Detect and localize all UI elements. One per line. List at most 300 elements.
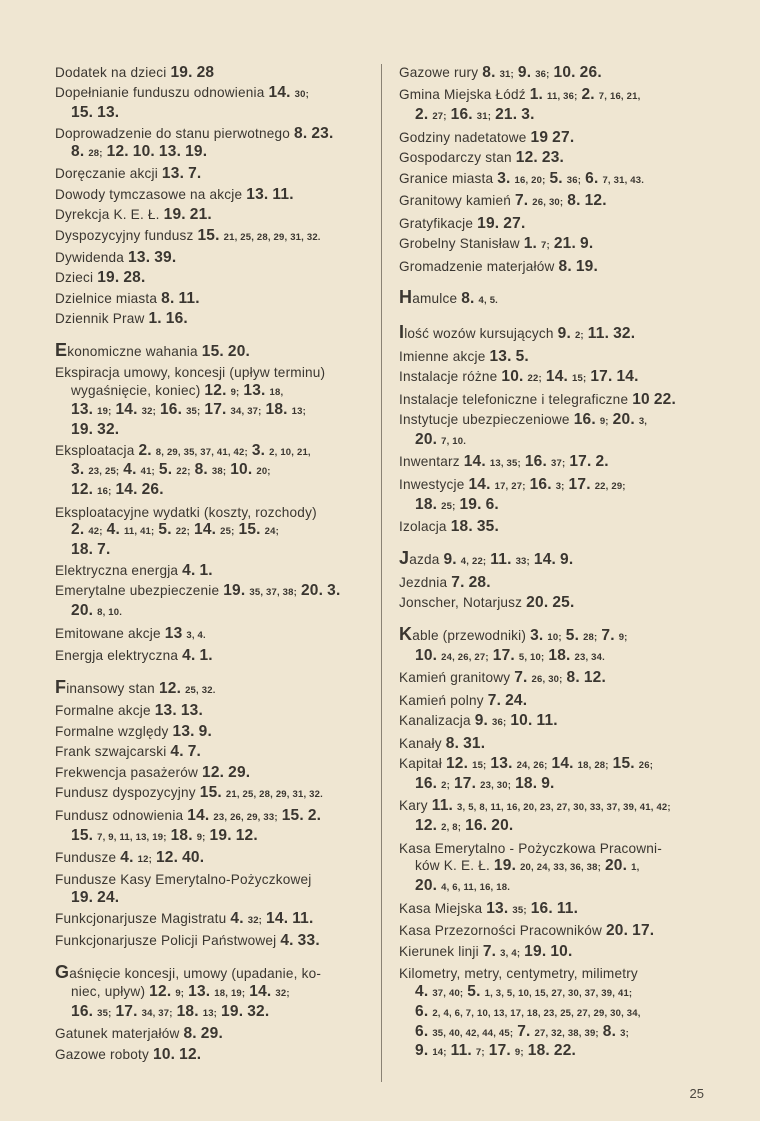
volume-number: 7. (514, 669, 528, 687)
page-refs: 7, 31, 43. (602, 174, 645, 186)
volume-number: 2. (581, 86, 595, 104)
volume-number: 18. (176, 1002, 199, 1020)
volume-number: 7. (188, 165, 202, 183)
volume-number: 4. (182, 647, 196, 664)
entry-term: Gazowe roboty (55, 1046, 150, 1062)
volume-number: 4. (230, 909, 244, 927)
volume-number: 12. (158, 679, 182, 697)
volume-number: 1. (529, 86, 544, 104)
entry-term-line (399, 349, 529, 364)
volume-number: 14. (266, 909, 289, 927)
volume-number: 12. (155, 848, 179, 866)
entry-term: Fundusz dyspozycyjny (55, 785, 196, 801)
volume-number: 21. (189, 206, 212, 224)
page-refs: 9; (618, 631, 628, 643)
section-initial: J (399, 548, 410, 569)
page-refs: 17, 27; (494, 480, 526, 492)
volume-number: 9. (517, 64, 532, 81)
index-entry (399, 170, 717, 190)
volume-number: 19. (493, 857, 517, 875)
page-refs: 14; (432, 1047, 447, 1059)
page-refs: 21, 25, 28, 29, 31, 32. (223, 231, 321, 243)
entry-term-line (399, 193, 607, 208)
volume-number: 11. (292, 909, 314, 927)
entry-term: niec, upływ) (71, 983, 146, 999)
entry-term-line (55, 676, 216, 697)
page-refs: 1, (631, 862, 640, 874)
entry-continuation-line (55, 481, 373, 501)
volume-number: 19. (221, 1002, 244, 1020)
entry-term: Dowody tymczasowe na akcje (55, 186, 243, 202)
volume-number: 18. (71, 541, 94, 559)
entry-term-line (399, 798, 671, 813)
volume-number: 7. (514, 192, 529, 210)
volume-number: 19. (459, 495, 482, 513)
volume-number: 23. (541, 149, 565, 167)
column-divider (381, 64, 382, 1082)
index-entry (399, 476, 717, 516)
page-refs: 3, (638, 416, 648, 428)
index-column-left (55, 64, 373, 1066)
volume-number: 11. (536, 712, 558, 730)
entry-term: Dzieci (55, 270, 94, 286)
page-refs: 3, 4; (500, 947, 521, 959)
volume-number: 13. (71, 401, 94, 419)
entry-term-line (55, 808, 321, 823)
entry-term-line (55, 962, 322, 983)
section-initial: E (55, 340, 68, 361)
index-entry (399, 840, 717, 897)
page-refs: 8, 29, 35, 37, 41, 42; (155, 446, 248, 458)
volume-number: 9. (580, 235, 594, 253)
index-entry (399, 574, 717, 592)
volume-number: 39. (154, 248, 177, 266)
volume-number: 12. (71, 481, 94, 499)
index-entry (55, 702, 373, 720)
index-entry (399, 258, 717, 276)
entry-term: Ilość wozów kursujących (399, 322, 554, 343)
volume-number: 13. (161, 165, 185, 183)
page-refs: 18, 28; (577, 760, 609, 772)
index-entry (55, 227, 373, 247)
volume-number: 7. (187, 743, 202, 761)
page-refs: 22; (527, 373, 542, 385)
page-refs: 35, 40, 42, 44, 45; (432, 1027, 514, 1039)
index-entry (55, 784, 373, 804)
volume-number: 13. (489, 347, 512, 365)
page-refs: 4, 5. (478, 295, 499, 307)
entry-term: Eksploatacja (55, 442, 135, 458)
entry-continuation-line (55, 541, 373, 559)
volume-number: 9. (474, 712, 489, 730)
volume-number: 20. (227, 343, 251, 361)
index-entry (399, 623, 717, 667)
volume-number: 17. (569, 453, 592, 471)
index-entry (55, 1046, 373, 1064)
entry-term: Gazowe rury (399, 65, 479, 80)
volume-number: 11. (431, 797, 454, 815)
entry-continuation-line (55, 382, 373, 402)
entry-term-line (399, 623, 628, 644)
volume-number: 7. (482, 942, 497, 960)
entry-term-line (399, 944, 572, 959)
page-refs: 22, 29; (594, 480, 626, 492)
page-refs: 7, 16, 21, (598, 91, 641, 103)
page-refs: 32; (247, 914, 263, 926)
volume-number: 8. (445, 734, 460, 752)
entry-term-line (399, 369, 639, 384)
entry-term-line (399, 923, 654, 938)
volume-number: 14. (533, 551, 557, 569)
entry-term: Kanały (399, 735, 442, 751)
index-entry (55, 64, 373, 82)
volume-number: 19. (97, 269, 120, 287)
volume-number: 12. (584, 192, 607, 210)
index-entry (55, 186, 373, 204)
index-entry (55, 290, 373, 308)
page-refs: 9; (599, 416, 609, 428)
page-refs: 24, 26, 27; (441, 651, 489, 663)
volume-number: 15. (71, 826, 94, 844)
entry-term-line (399, 841, 662, 856)
volume-number: 17. (488, 1042, 511, 1060)
index-entry (55, 582, 373, 622)
volume-number: 9. (541, 774, 555, 792)
volume-number: 10. (132, 142, 155, 160)
volume-number: 20. (71, 602, 94, 620)
entry-term-line (399, 756, 653, 771)
volume-number: 8. (294, 124, 308, 142)
entry-term-line (399, 477, 626, 492)
page-refs: 7; (541, 240, 550, 252)
entry-term: Granitowy kamień (399, 193, 511, 209)
entry-term: Dopełnianie funduszu odnowienia (55, 85, 265, 101)
volume-number: 20. (605, 922, 629, 940)
page-refs: 9; (196, 831, 206, 843)
entry-term: Dziennik Praw (55, 311, 145, 327)
volume-number: 10. (230, 461, 253, 479)
page-refs: 34, 37; (141, 1007, 173, 1019)
index-entry (399, 192, 717, 212)
entry-term-line (399, 150, 564, 165)
entry-continuation-line (399, 857, 717, 877)
entry-term-line (55, 583, 340, 598)
volume-number: 13. (486, 899, 509, 917)
entry-continuation-line (55, 143, 373, 163)
volume-number: 1. (523, 235, 538, 253)
entry-term: Gospodarczy stan (399, 150, 512, 166)
page-refs: 20, 24, 33, 36, 38; (520, 862, 601, 874)
volume-number: 13. (188, 982, 211, 1000)
entry-term: Doprowadzenie do stanu pierwotnego (55, 125, 291, 141)
page-refs: 23, 30; (480, 779, 512, 791)
index-entry (399, 922, 717, 940)
page-refs: 4, 6, 11, 16, 18. (441, 882, 511, 894)
entry-term: Jonscher, Notarjusz (399, 595, 523, 611)
volume-number: 15. (612, 755, 635, 773)
index-entry (55, 932, 373, 950)
volume-number: 40. (182, 848, 205, 866)
entry-continuation-line (55, 421, 373, 439)
volume-number: 28. (468, 573, 491, 591)
entry-term-line (399, 236, 593, 251)
entry-term: Gromadzenie materjałów (399, 258, 555, 274)
entry-term: Instalacje telefoniczne i telegraficzne (399, 391, 629, 407)
entry-term: Finansowy stan (55, 676, 155, 697)
page-refs: 7; (475, 1047, 485, 1059)
entry-term: Kilometry, metry, centymetry, milimetry (399, 966, 638, 982)
volume-number: 25. (552, 594, 575, 612)
index-entry (55, 504, 373, 559)
entry-term: Kapitał (399, 756, 442, 772)
index-entry (399, 797, 717, 837)
page-refs: 37; (550, 458, 566, 470)
volume-number: 28. (123, 269, 146, 287)
volume-number: 31. (463, 734, 486, 752)
entry-term-line (55, 126, 333, 141)
volume-number: 4. (170, 743, 184, 761)
volume-number: 20. (491, 817, 514, 835)
entry-term-line (55, 166, 201, 181)
index-entry (399, 368, 717, 388)
page-refs: 35, 37, 38; (249, 587, 297, 599)
volume-number: 7. (517, 1022, 531, 1040)
volume-number: 1. (148, 310, 162, 328)
entry-term: Izolacja (399, 519, 447, 535)
index-entry (399, 755, 717, 795)
page-refs: 8, 10. (97, 607, 123, 619)
entry-term: Gaśnięcie koncesji, umowy (upadanie, ko- (55, 962, 322, 983)
entry-term-line (399, 412, 647, 427)
page-refs: 7, 10. (441, 436, 467, 447)
index-entry (399, 215, 717, 233)
volume-number: 13. (180, 702, 204, 720)
index-entry (55, 625, 373, 645)
index-entry (55, 1025, 373, 1043)
index-entry (399, 965, 717, 1062)
entry-term-line (55, 228, 321, 243)
entry-term: Imienne akcje (399, 348, 486, 364)
entry-continuation-line (55, 602, 373, 622)
entry-term-line (399, 322, 636, 343)
volume-number: 10. (153, 1045, 176, 1063)
section-initial: F (55, 676, 67, 697)
page-refs: 1, 3, 5, 10, 15, 27, 30, 37, 39, 41; (484, 987, 633, 999)
entry-term-line (399, 966, 638, 981)
index-entry (399, 518, 717, 536)
entry-term-line (55, 311, 188, 326)
entry-term: Dodatek na dzieci (55, 65, 167, 80)
index-entry (399, 235, 717, 255)
entry-term: Hamulce (399, 287, 458, 308)
page-refs: 25; (441, 500, 456, 512)
volume-number: 7. (601, 626, 615, 644)
entry-term: Granice miasta (399, 170, 494, 186)
entry-continuation-line (399, 817, 717, 837)
entry-continuation-line (399, 431, 717, 451)
page-refs: 26, 30; (532, 197, 564, 209)
section-initial: H (399, 287, 413, 308)
volume-number: 9. (443, 551, 457, 569)
volume-number: 3. (530, 626, 544, 644)
volume-number: 10. (501, 368, 524, 386)
page-refs: 10; (547, 631, 562, 643)
volume-number: 19. (71, 421, 94, 439)
volume-number: 4. (280, 932, 294, 950)
index-entry (399, 348, 717, 366)
entry-term: Gmina Miejska Łódź (399, 87, 526, 103)
volume-number: 6. (585, 169, 599, 187)
index-entry (55, 84, 373, 122)
volume-number: 28 (196, 64, 215, 81)
entry-term: Inwentarz (399, 454, 460, 470)
volume-number: 18. (548, 646, 571, 664)
volume-number: 11. (450, 1042, 472, 1060)
entry-term-line (55, 648, 213, 663)
volume-number: 9. (198, 722, 212, 740)
entry-term-line (55, 744, 201, 759)
entry-term-line (55, 626, 206, 641)
volume-number: 12. (204, 381, 227, 399)
index-entry (55, 310, 373, 328)
volume-number: 3. (251, 441, 266, 459)
volume-number: 11. (178, 289, 200, 307)
index-entry (399, 594, 717, 612)
volume-number: 18. (527, 1042, 550, 1060)
index-column-right (399, 64, 717, 1065)
volume-number: 17. (632, 922, 655, 940)
entry-term: Kasa Miejska (399, 900, 483, 916)
volume-number: 5. (158, 461, 173, 479)
page-refs: 4, 22; (460, 556, 487, 568)
index-entry (399, 712, 717, 732)
entry-term: Eksploatacyjne wydatki (koszty, rozchody) (55, 504, 317, 520)
volume-number: 3. (521, 106, 535, 124)
page-refs: 31; (499, 69, 514, 80)
volume-number: 22. (553, 1042, 577, 1060)
page-refs: 2, 8; (441, 822, 462, 834)
volume-number: 14. (468, 475, 491, 493)
index-entry (55, 165, 373, 183)
entry-continuation-line (399, 1003, 717, 1023)
volume-number: 32. (247, 1002, 270, 1020)
volume-number: 4. (415, 982, 429, 1000)
volume-number: 16. (159, 401, 183, 419)
entry-term-line (55, 933, 320, 948)
volume-number: 10. (550, 942, 573, 960)
page-refs: 30; (294, 89, 309, 101)
entry-term-line (399, 736, 485, 751)
entry-term: Kierunek linji (399, 943, 479, 959)
index-entry (55, 125, 373, 163)
volume-number: 24. (97, 889, 120, 907)
entry-term: Frank szwajcarski (55, 744, 167, 760)
entry-term: Grobelny Stanisław (399, 236, 520, 252)
volume-number: 4. (106, 521, 120, 539)
page-refs: 28; (583, 631, 598, 643)
volume-number: 17. (453, 774, 477, 792)
page-refs: 16; (97, 486, 112, 498)
entry-continuation-line (399, 1023, 717, 1043)
entry-term-line (55, 207, 212, 222)
volume-number: 19. (185, 142, 208, 160)
volume-number: 3. (497, 169, 511, 187)
volume-number: 21. (495, 106, 518, 124)
entry-term-line (55, 65, 214, 80)
page-refs: 19; (97, 406, 112, 418)
index-entry (55, 964, 373, 1022)
volume-number: 19. (209, 826, 232, 844)
volume-number: 5. (158, 521, 172, 539)
entry-term: Kanalizacja (399, 713, 471, 729)
volume-number: 13. (158, 142, 182, 160)
index-entry (55, 342, 373, 361)
volume-number: 18. (265, 401, 288, 419)
volume-number: 24. (505, 691, 528, 709)
volume-number: 11. (587, 325, 610, 343)
index-entry (399, 943, 717, 963)
entry-term-line (55, 724, 212, 739)
page-refs: 3; (555, 480, 565, 492)
entry-term: Kary (399, 798, 428, 814)
page-refs: 15; (572, 373, 587, 385)
volume-number: 14. (115, 401, 138, 419)
volume-number: 13 (164, 624, 183, 642)
index-entry (399, 735, 717, 753)
volume-number: 12. (179, 1045, 202, 1063)
entry-term-line (55, 270, 146, 285)
section-initial: I (399, 322, 405, 343)
entry-term: Funkcjonarjusze Magistratu (55, 910, 227, 926)
page-refs: 9; (514, 1047, 524, 1059)
volume-number: 27. (552, 128, 575, 146)
entry-term: Kamień polny (399, 692, 484, 708)
entry-term: Doręczanie akcji (55, 166, 158, 182)
volume-number: 10. (415, 646, 438, 664)
volume-number: 5. (515, 347, 529, 365)
volume-number: 13. (154, 702, 177, 720)
volume-number: 3. (71, 461, 85, 479)
page-refs: 23, 34. (574, 651, 605, 663)
volume-number: 15. (201, 343, 224, 361)
volume-number: 7. (97, 541, 111, 559)
index-entry (55, 269, 373, 287)
volume-number: 19. (223, 582, 246, 600)
volume-number: 13. (97, 104, 120, 122)
volume-number: 17. (115, 1002, 138, 1020)
entry-term-line (399, 130, 574, 145)
page-refs: 35; (186, 406, 201, 418)
entry-term: Emerytalne ubezpieczenie (55, 583, 220, 599)
volume-number: 21. (553, 235, 577, 253)
volume-number: 8. (71, 142, 85, 160)
entry-term-line (399, 171, 644, 186)
page-refs: 34, 37; (230, 406, 262, 418)
volume-number: 35. (476, 518, 499, 536)
page-refs: 20; (256, 466, 271, 478)
entry-term: Jazda (399, 548, 440, 569)
index-entry (55, 249, 373, 267)
volume-number: 32. (97, 421, 120, 439)
volume-number: 2. (138, 441, 152, 459)
volume-number: 10 (632, 390, 650, 408)
entry-term-line (399, 901, 578, 916)
volume-number: 4. (182, 561, 196, 579)
entry-continuation-line (55, 1003, 373, 1023)
index-entry (55, 562, 373, 580)
volume-number: 10. (510, 712, 533, 730)
volume-number: 15. (199, 784, 222, 802)
